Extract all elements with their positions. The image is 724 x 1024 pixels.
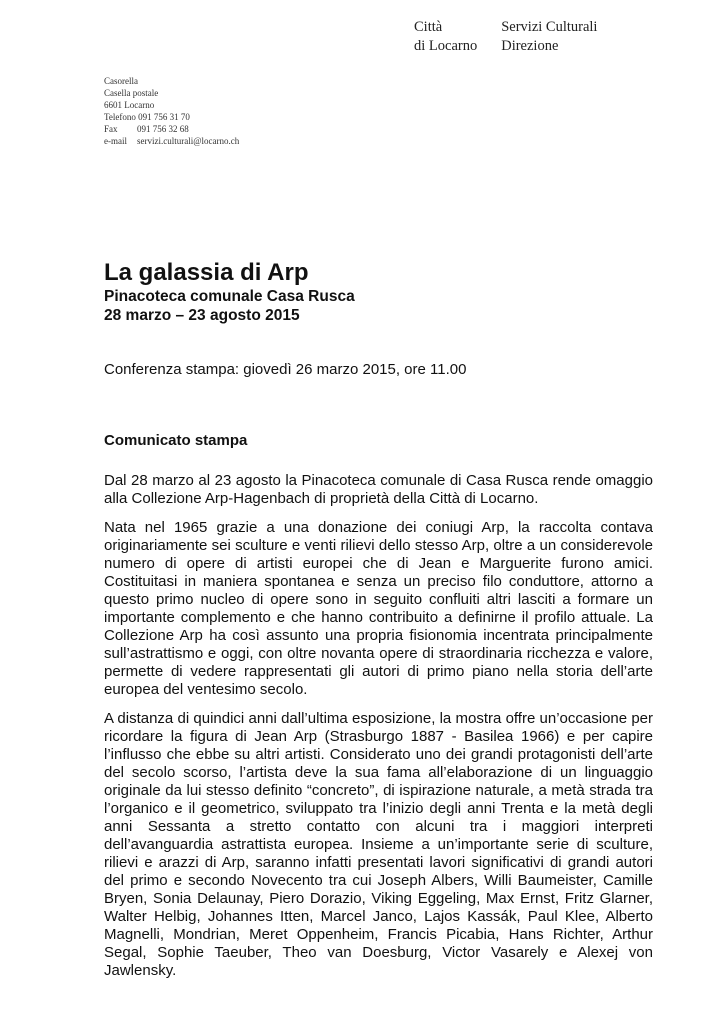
- press-release: [104, 258, 653, 991]
- body-paragraph: A distanza di quindici anni dall’ultima esposizione, la mostra offre un’occasione per ricordare la figura di Jean Arp (Strasburgo 1887 - Basilea 1966) e per capire l’influsso che ebbe su altri artisti. Considerato uno dei grandi protagonisti dell’arte del secolo scorso, l’artista deve la sua fama all’elaborazione di un linguaggio originale da lui stesso definito “concreto”, di ispirazione naturale, a metà strada tra l’organico e il geometrico, sviluppato tra l’inizio degli anni Trenta e la metà degli anni Sessanta a stretto contatto con alcuni tra i maggiori interpreti dell’avanguardia astrattista europea. Insieme a un’importante serie di sculture, rilievi e arazzi di Arp, saranno infatti presentati lavori significativi di grandi autori del primo e secondo Novecento tra cui Joseph Albers, Willi Baumeister, Camille Bryen, Sonia Delaunay, Piero Dorazio, Viking Eggeling, Max Ernst, Fritz Glarner, Walter Helbig, Johannes Itten, Marcel Janco, Lajos Kassák, Paul Klee, Alberto Magnelli, Mondrian, Meret Oppenheim, Francis Picabia, Hans Richter, Arthur Segal, Sophie Taeuber, Theo van Doesburg, Victor Vasarely e Alexej von Jawlensky.: [104, 710, 653, 979]
- email-value: servizi.culturali@locarno.ch: [137, 136, 240, 146]
- address-line: Casella postale: [104, 88, 159, 98]
- address-phone: Telefono 091 756 31 70: [104, 112, 190, 122]
- address-fax: [104, 123, 239, 135]
- letterhead: [414, 18, 597, 56]
- letterhead-city: [414, 18, 477, 56]
- sender-address: [104, 75, 239, 147]
- body-paragraph: Dal 28 marzo al 23 agosto la Pinacoteca comunale di Casa Rusca rende omaggio alla Collezione Arp-Hagenbach di proprietà della Città di Locarno.: [104, 472, 653, 507]
- letterhead-department-line: Servizi Culturali: [501, 19, 598, 35]
- venue-line: Pinacoteca comunale Casa Rusca: [104, 288, 355, 305]
- fax-label: Fax: [104, 124, 118, 134]
- address-line: Casorella: [104, 76, 138, 86]
- address-line: 6601 Locarno: [104, 100, 155, 110]
- address-email: [104, 135, 239, 147]
- section-title: Comunicato stampa: [104, 432, 248, 449]
- dates-line: 28 marzo – 23 agosto 2015: [104, 307, 300, 324]
- email-label: e-mail: [104, 136, 127, 146]
- letterhead-department-line: Direzione: [501, 38, 559, 54]
- body-paragraph: Nata nel 1965 grazie a una donazione dei coniugi Arp, la raccolta contava originariamente sei sculture e venti rilievi dello stesso Arp, oltre a un considerevole numero di opere di artisti europei che di Jean e Marguerite furono amici. Costituitasi in maniera spontanea e senza un preciso filo conduttore, attorno a questo primo nucleo di opere sono in seguito confluiti altri lasciti a formare un importante complemento e che hanno contribuito a definirne il profilo attuale. La Collezione Arp ha così assunto una propria fisionomia incentrata principalmente sull’astrattismo e oggi, con oltre novanta opere di straordinaria ricchezza e valore, permette di vedere rappresentati gli autori di primo piano nella storia dell’arte europea del ventesimo secolo.: [104, 519, 653, 698]
- fax-value: 091 756 32 68: [137, 124, 189, 134]
- press-conference-line: Conferenza stampa: giovedì 26 marzo 2015, ore 11.00: [104, 361, 467, 378]
- body-text: [104, 472, 653, 980]
- letterhead-city-line: di Locarno: [414, 38, 478, 54]
- letterhead-city-line: Città: [414, 19, 443, 35]
- document-title: La galassia di Arp: [104, 259, 309, 286]
- letterhead-department: [501, 18, 597, 56]
